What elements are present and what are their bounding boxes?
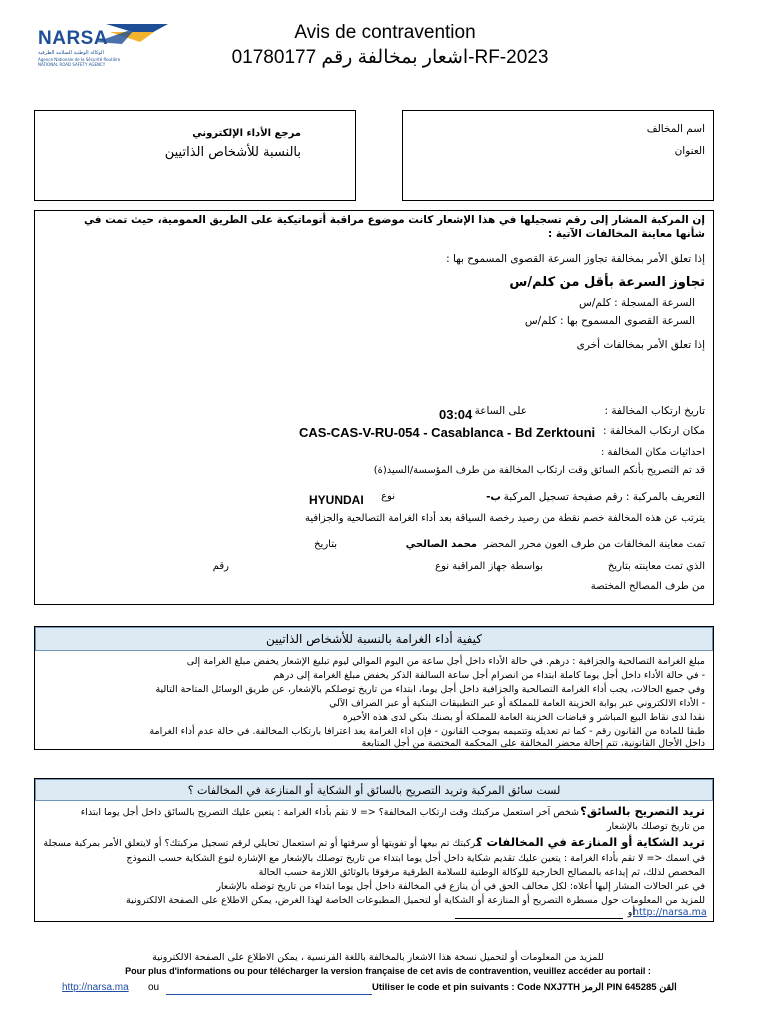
device-label: الذي تمت معاينته بتاريخ [607,561,705,572]
footer-blank-line [166,994,372,995]
payment-ref-sub: بالنسبة للأشخاص الذاتيين [164,145,301,160]
offender-box [402,110,714,201]
place-label: مكان ارتكاب المخالفة : [603,425,705,437]
type-label: نوع [381,491,395,502]
complain-text: مركبتك تم بيعها أو تفويتها أو سرقتها أو تم استعمال تحايلي لرقم تسجيل مركبتك؟ أو لايتعلق الأمر بمركبة مسجلة [43,838,481,849]
title-ar: اشعار بمخالفة رقم 01780177-RF-2023 [231,47,549,68]
agent-name: محمد الصالحي [405,539,477,550]
complain-title: تريد الشكاية أو المنازعة في المخالفات ؟ [475,835,705,849]
title-fr: Avis de contravention [294,22,476,43]
date-label: تاريخ ارتكاب المخالفة : [604,405,705,417]
footer-code-line: Utiliser le code et pin suivants : Code NXJ7TH الرمز PIN 645285 القن [372,982,677,993]
payment-line-6: طبقا للمادة من القانون رقم - كما تم تعديله وتتميمه بموجب القانون - فإن اداء الغرامة يعد اعترافا بارتكاب المخالفة. في حالة عدم أداء الغرامة [149,726,705,737]
general-text: في عبر الحالات المشار إليها أعلاه: لكل مخالف الحق في أن ينازع في المخالفة داخل أجل يوما ابتداء من تاريخ توصله بالإشعار [216,881,705,892]
complain-text-3: المخصص لذلك، ثم إيداعه بالمصالح الخارجية للوكالة الوطنية للسلامة الطرقية مرفوقا بالوثائق اللازمة حسب الحالة [258,867,705,878]
narsa-logo [36,22,168,70]
logo-sub-en: NATIONAL ROAD SAFETY AGENCY [38,62,106,67]
logo-sub-ar: الوكالة الوطنية للسلامة الطرقية [38,50,104,56]
services-text: من طرف المصالح المختصة [590,581,705,592]
speed-exceed: تجاوز السرعة بأقل من كلم/س [509,275,705,290]
dispute-blank-line [455,918,623,919]
other-violations: إذا تعلق الأمر بمخالفات أخرى [576,339,705,351]
intro-text: إن المركبة المشار إلى رقم تسجيلها في هذا الإشعار كانت موضوع مراقبة أتوماتيكية على الطريق العمومية، حيث تمت في شأنها معاينة المخالفات الآتية : [84,214,705,240]
payment-line-1: مبلغ الغرامة التصالحية والجزافية : درهم. في حالة الأداء داخل أجل ساعة من اليوم الموالي ليوم تبليغ الإشعار يخفض مبلغ الغرامة إلى [186,656,705,667]
payment-line-4: - الأداء الالكتروني عبر بوابة الخزينة العامة للمملكة أو عبر التطبيقات البنكية أو عبر الصراف الآلي [329,698,705,709]
coords-label: احداثيات مكان المخالفة : [601,447,705,458]
payment-box [34,626,714,750]
footer-ou: ou [148,982,160,993]
footer-fr-line: Pour plus d'informations ou pour télécharger la version française de cet avis de contravention, veuillez accéder au portail : [125,966,651,976]
dispute-or: أو [627,907,635,918]
payment-ref-label: مرجع الأداء الإلكتروني [192,128,301,139]
time-label: على الساعة [474,405,527,417]
payment-line-2: - في حالة الأداء داخل أجل يوما كاملة ابتداء من انصرام أجل ساعة السالفة الذكر يخفض مبلغ الغرامة إلى درهم [273,670,705,681]
violation-details-box [34,210,714,605]
plate-mid: ب- [486,491,501,503]
declare-text: شخص آخر استعمل مركبتك وقت ارتكاب المخالفة؟ <= لا تقم بأداء الغرامة : يتعين عليك التصريح بالسائق داخل أجل يوما ابتداء [80,807,579,818]
complain-text-2: في اسمك <= لا تقم بأداء الغرامة : يتعين عليك تقديم شكاية داخل أجل يوما ابتداء من تاريخ توصلك بالإشعار مع الإشارة لنوع الشكاية حسب النموذج [126,853,705,864]
place-value: CAS-CAS-V-RU-054 - Casablanca - Bd Zerktouni [299,425,596,440]
offender-name-label: اسم المخالف [646,123,705,135]
logo-text: NARSA [38,28,109,49]
declare-title: تريد التصريح بالسائق؟ [580,804,705,818]
payment-line-5: نقدا لدى نقاط البيع المباشر و قباضات الخزينة العامة للمملكة أو بصنك بنكي لدى هذه الأخيرة [342,712,705,723]
device-text: بواسطة جهاز المراقبة نوع [435,561,543,572]
recorded-speed: السرعة المسجلة : كلم/س [579,297,695,309]
footer-ar-line: للمزيد من المعلومات أو لتحميل نسخة هذا الاشعار بالمخالفة باللغة الفرنسية ، يمكن الاطلاع على الصفحة الالكترونية [152,952,604,963]
speed-intro: إذا تعلق الأمر بمخالفة تجاوز السرعة القصوى المسموح بها : [446,253,705,265]
payment-line-3: وفي جميع الحالات، يجب أداء الغرامة التصالحية والجزافية داخل أجل يوما، ابتداء من تاريخ توصلكم بالإشعار، عن طريق الوسائل المتاحة التالية [155,684,705,695]
points-text: يترتب عن هذه المخالفة خصم نقطة من رصيد رخصة السياقة بعد أداء الغرامة التصالحية والجزافية [304,513,705,524]
more-info-text: للمزيد من المعلومات حول مسطرة التصريح أو المنازعة أو الشكاية أو لتحميل المطبوعات الخاصة لهذا الغرض، يمكن الاطلاع على الصفحة الالكترونية [125,895,705,906]
declared-text: قد تم التصريح بأنكم السائق وقت ارتكاب المخالفة من طرف المؤسسة/السيد(ة) [373,465,705,476]
footer-link[interactable]: http://narsa.ma [62,982,129,993]
dispute-header: لست سائق المركبة وتريد التصريح بالسائق أو الشكاية أو المنازعة في المخالفات ؟ [35,779,713,801]
verified-date: بتاريخ [314,539,337,550]
payment-header: كيفية أداء الغرامة بالنسبة للأشخاص الذاتيين [35,627,713,651]
verified-label: تمت معاينة المخالفات من طرف العون محرر المحضر [483,539,705,550]
logo-sub-fr: Agence Nationale de la Sécurité Routière [38,57,121,62]
device-num: رقم [212,561,229,572]
declare-text-2: من تاريخ توصلك بالإشعار [606,821,705,832]
payment-line-7: داخل الأجال القانونية، تتم إحالة محضر المخالفة على المحكمة المختصة من أجل المتابعة [361,738,705,749]
time-value: 03:04 [439,407,473,422]
vehicle-label: التعريف بالمركبة : رقم صفيحة تسجيل المركبة [503,491,705,503]
payment-ref-box [34,110,356,201]
dispute-link[interactable]: http://narsa.ma [633,907,707,918]
brand-value: HYUNDAI [309,493,364,507]
max-speed: السرعة القصوى المسموح بها : كلم/س [524,315,695,327]
offender-address-label: العنوان [674,145,705,157]
dispute-box [34,778,714,922]
